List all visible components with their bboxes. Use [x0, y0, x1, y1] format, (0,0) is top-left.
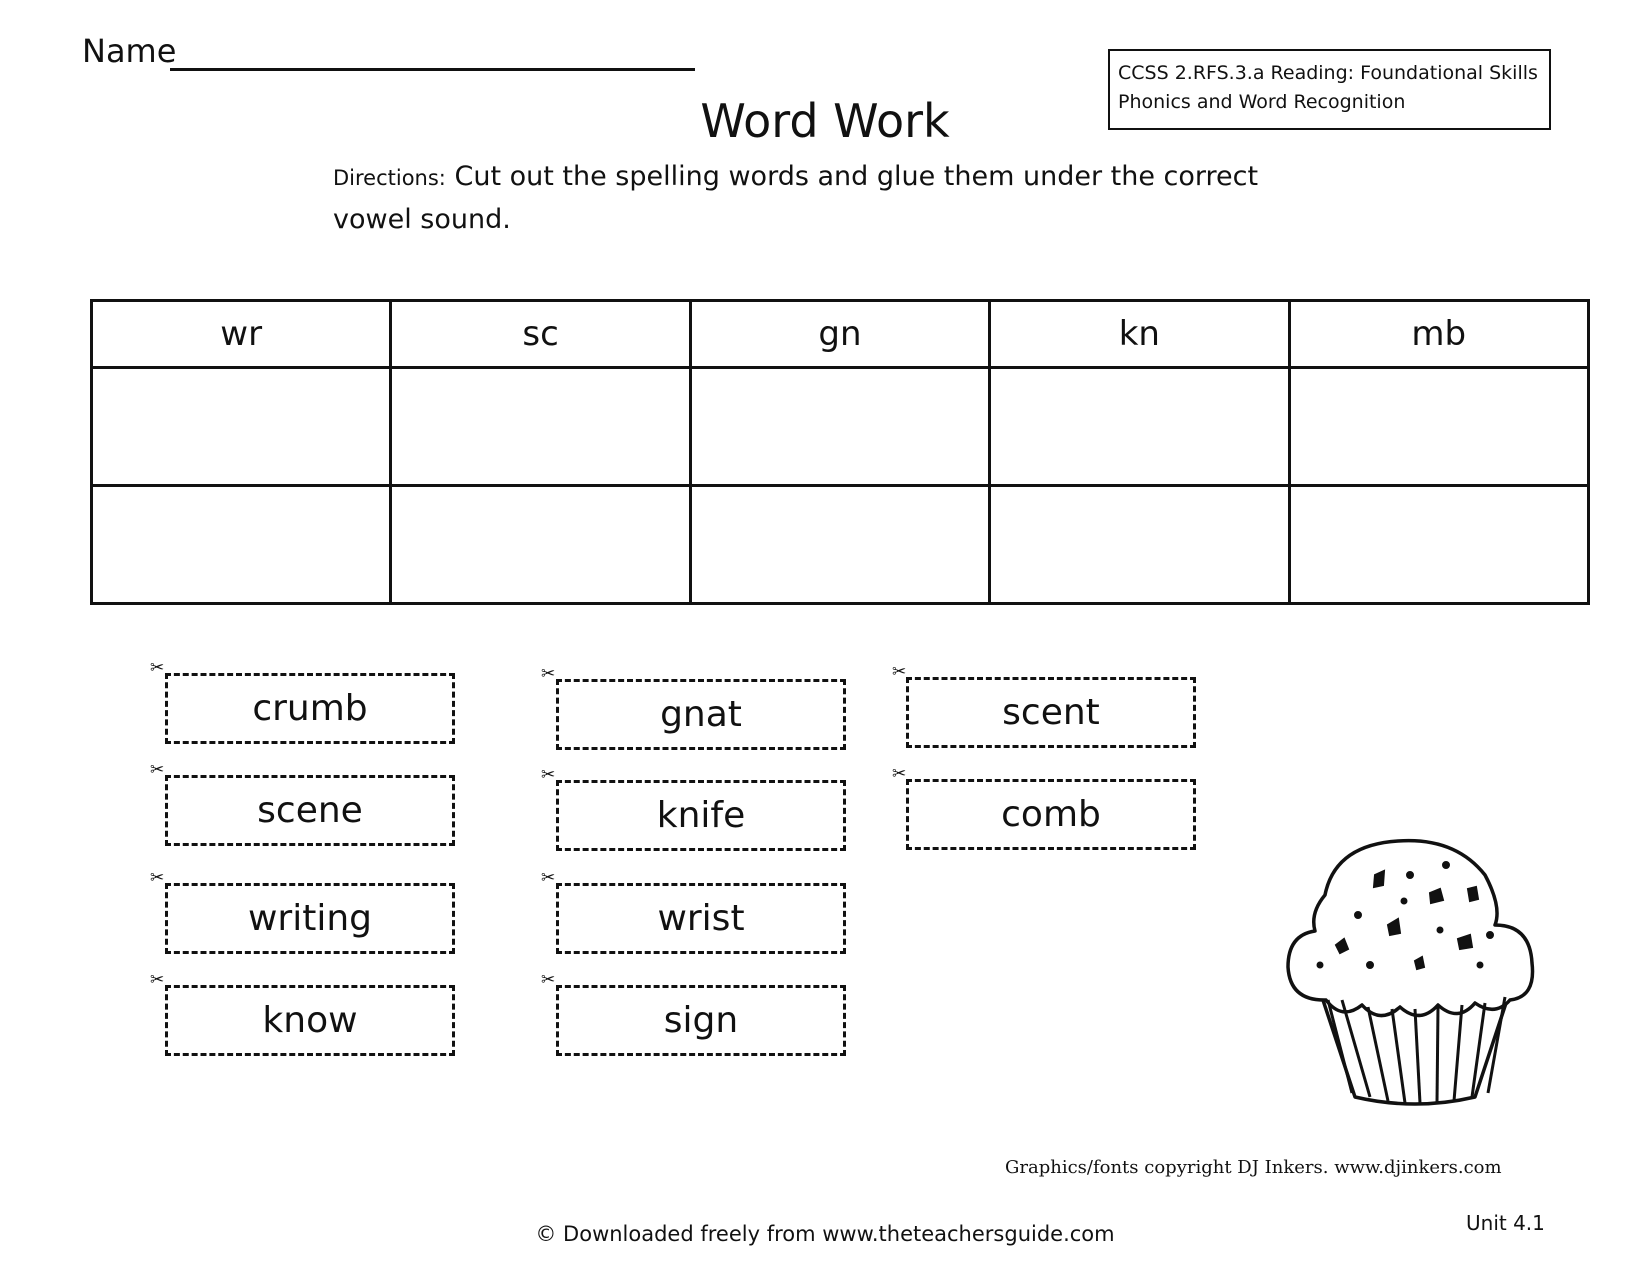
download-footer[interactable]: © Downloaded freely from www.theteachersguide.com: [535, 1222, 1115, 1246]
name-label: Name: [82, 32, 177, 70]
drop-cell[interactable]: [1289, 368, 1588, 486]
unit-label: Unit 4.1: [1466, 1211, 1545, 1235]
sort-table: [90, 299, 1590, 605]
scissors-icon: ✂: [541, 664, 556, 684]
table-header-row: [92, 301, 1589, 368]
column-header-mb: mb: [1289, 301, 1588, 368]
scissors-icon: ✂: [541, 765, 556, 785]
word-card-crumb[interactable]: crumb: [165, 673, 455, 744]
page-title: Word Work: [700, 94, 950, 148]
word-card-knife[interactable]: knife: [556, 780, 846, 851]
drop-cell[interactable]: [990, 368, 1289, 486]
column-header-gn: gn: [690, 301, 989, 368]
scissors-icon: ✂: [150, 868, 165, 888]
word-card-writing[interactable]: writing: [165, 883, 455, 954]
column-header-sc: sc: [391, 301, 690, 368]
drop-cell[interactable]: [690, 368, 989, 486]
drop-cell[interactable]: [690, 486, 989, 604]
word-card-scene[interactable]: scene: [165, 775, 455, 846]
name-line[interactable]: [170, 68, 695, 71]
word-card-know[interactable]: know: [165, 985, 455, 1056]
muffin-icon: [1280, 835, 1550, 1110]
directions-text: Cut out the spelling words and glue them under the correct vowel sound.: [333, 161, 1259, 235]
standard-line-2: Phonics and Word Recognition: [1118, 91, 1406, 113]
drop-cell[interactable]: [391, 368, 690, 486]
scissors-icon: ✂: [892, 662, 907, 682]
drop-cell[interactable]: [92, 368, 391, 486]
table-row: [92, 368, 1589, 486]
drop-cell[interactable]: [1289, 486, 1588, 604]
scissors-icon: ✂: [541, 970, 556, 990]
word-card-scent[interactable]: scent: [906, 677, 1196, 748]
copyright-credit: Graphics/fonts copyright DJ Inkers. www.djinkers.com: [1005, 1157, 1502, 1178]
column-header-kn: kn: [990, 301, 1289, 368]
column-header-wr: wr: [92, 301, 391, 368]
word-card-wrist[interactable]: wrist: [556, 883, 846, 954]
scissors-icon: ✂: [150, 658, 165, 678]
directions: [333, 156, 1313, 241]
directions-label: Directions:: [333, 166, 446, 190]
scissors-icon: ✂: [150, 970, 165, 990]
scissors-icon: ✂: [541, 868, 556, 888]
drop-cell[interactable]: [391, 486, 690, 604]
standard-line-1: CCSS 2.RFS.3.a Reading: Foundational Skills: [1118, 62, 1538, 84]
drop-cell[interactable]: [990, 486, 1289, 604]
word-card-gnat[interactable]: gnat: [556, 679, 846, 750]
table-row: [92, 486, 1589, 604]
scissors-icon: ✂: [150, 760, 165, 780]
scissors-icon: ✂: [892, 764, 907, 784]
word-card-comb[interactable]: comb: [906, 779, 1196, 850]
word-card-sign[interactable]: sign: [556, 985, 846, 1056]
drop-cell[interactable]: [92, 486, 391, 604]
